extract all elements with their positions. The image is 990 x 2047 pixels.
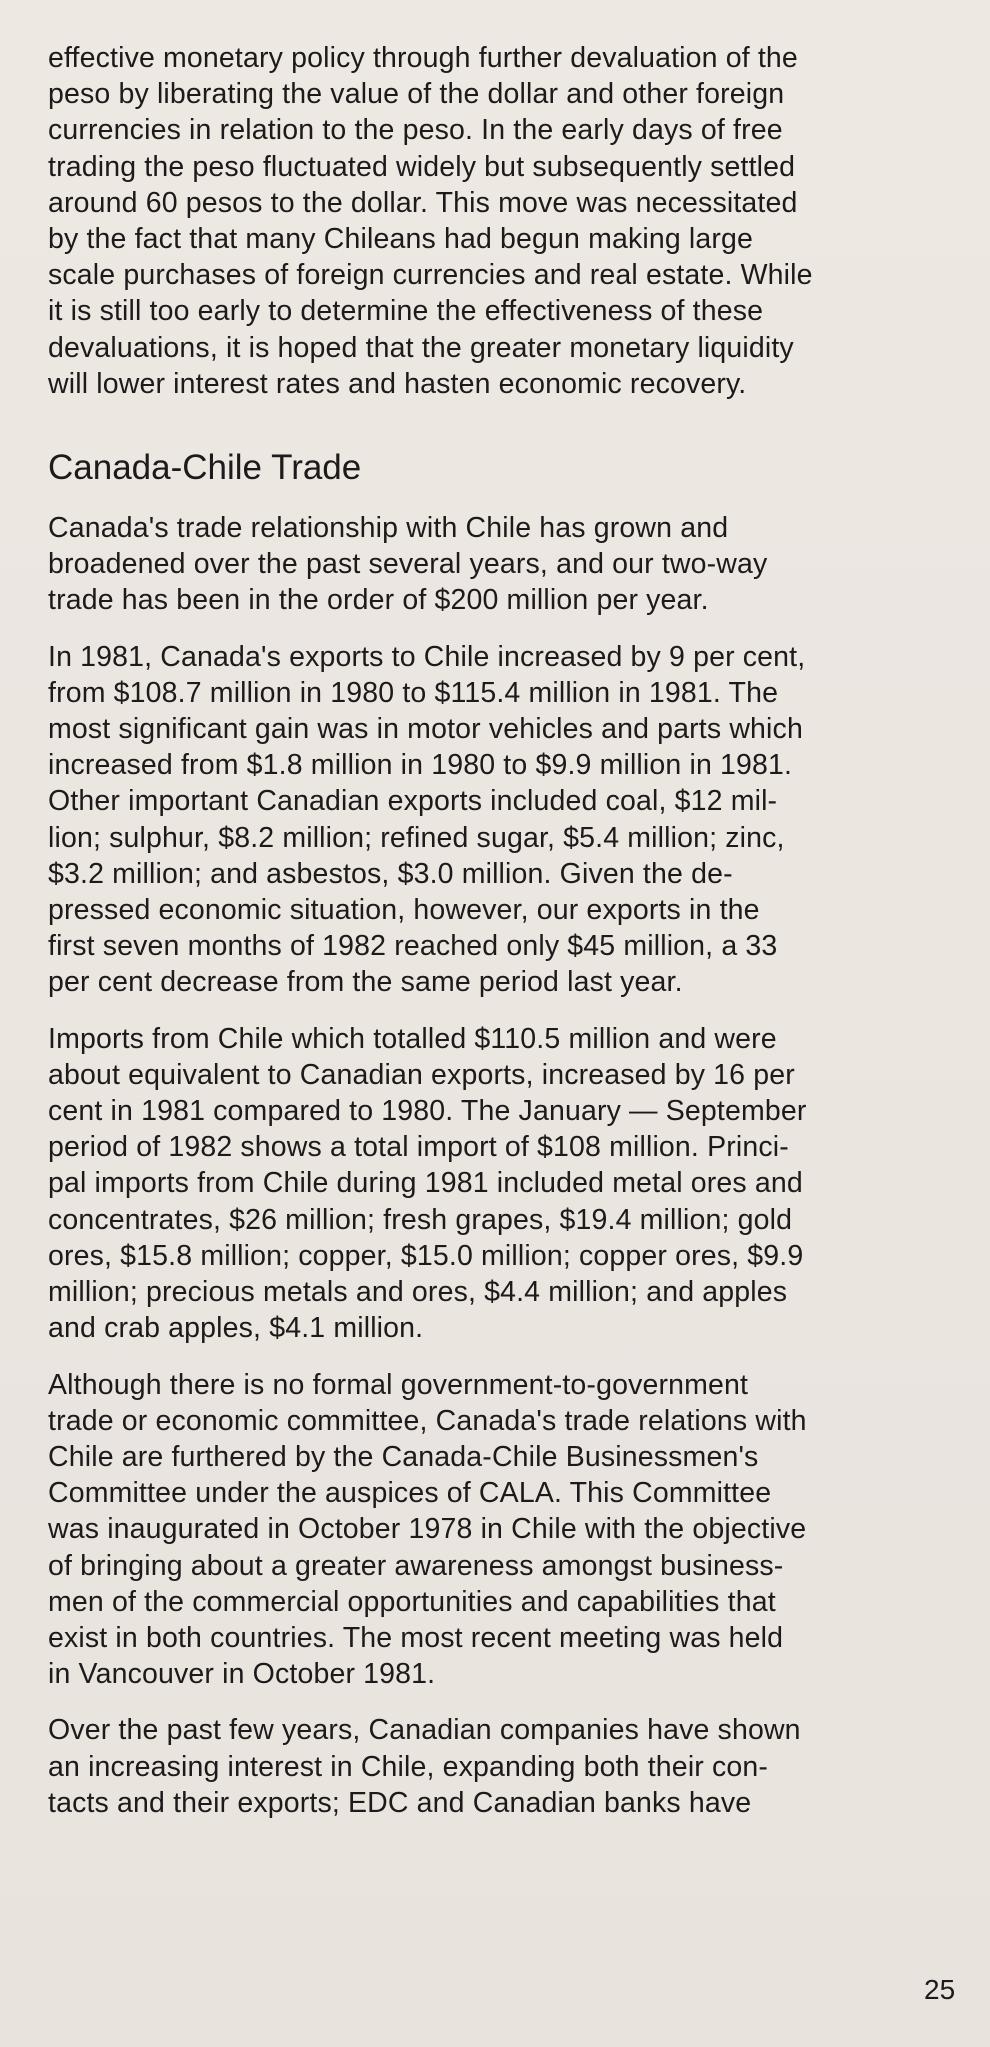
body-paragraph <box>48 1712 968 1821</box>
text-line: exist in both countries. The most recent meeting was held <box>48 1621 784 1654</box>
text-line: it is still too early to determine the effectiveness of these <box>48 295 764 328</box>
body-paragraph <box>48 1367 968 1693</box>
page-content <box>48 40 968 1841</box>
text-line: around 60 pesos to the dollar. This move was necessitated <box>48 186 798 219</box>
text-line: tacts and their exports; EDC and Canadian banks have <box>48 1786 752 1819</box>
text-line: men of the commercial opportunities and capabilities that <box>48 1585 776 1618</box>
page-number: 25 <box>924 1974 956 2005</box>
text-line: was inaugurated in October 1978 in Chile with the objective <box>48 1513 807 1546</box>
body-paragraph <box>48 1021 968 1347</box>
text-line: trading the peso fluctuated widely but subsequently settled <box>48 150 796 183</box>
text-line: by the fact that many Chileans had begun making large <box>48 223 754 256</box>
text-line: trade or economic committee, Canada's trade relations with <box>48 1404 807 1437</box>
text-line: first seven months of 1982 reached only $45 million, a 33 <box>48 930 778 963</box>
text-line: of bringing about a greater awareness amongst business- <box>48 1549 784 1582</box>
text-line: per cent decrease from the same period last year. <box>48 966 683 999</box>
text-line: In 1981, Canada's exports to Chile increased by 9 per cent, <box>48 640 806 673</box>
text-line: period of 1982 shows a total import of $108 million. Princi- <box>48 1131 789 1164</box>
text-line: from $108.7 million in 1980 to $115.4 million in 1981. The <box>48 676 779 709</box>
text-line: effective monetary policy through further devaluation of the <box>48 42 798 74</box>
text-line: Over the past few years, Canadian companies have shown <box>48 1714 801 1747</box>
text-line: increased from $1.8 million in 1980 to $9.9 million in 1981. <box>48 749 793 782</box>
text-line: Imports from Chile which totalled $110.5 million and were <box>48 1022 777 1055</box>
text-line: ores, $15.8 million; copper, $15.0 million; copper ores, $9.9 <box>48 1239 804 1272</box>
text-line: devaluations, it is hoped that the greater monetary liquidity <box>48 331 794 364</box>
text-line: Committee under the auspices of CALA. This Committee <box>48 1477 772 1510</box>
body-paragraph <box>48 639 968 1001</box>
text-line: peso by liberating the value of the dollar and other foreign <box>48 78 785 111</box>
text-line: Canada's trade relationship with Chile has grown and <box>48 512 729 545</box>
text-line: most significant gain was in motor vehicles and parts which <box>48 713 803 746</box>
text-line: and crab apples, $4.1 million. <box>48 1312 424 1345</box>
text-line: currencies in relation to the peso. In the early days of free <box>48 114 783 147</box>
section-heading: Canada-Chile Trade <box>48 448 362 488</box>
text-line: Chile are furthered by the Canada-Chile Businessmen's <box>48 1440 759 1473</box>
text-line: in Vancouver in October 1981. <box>48 1658 436 1691</box>
text-line: Although there is no formal government-to-government <box>48 1368 749 1401</box>
text-line: broadened over the past several years, and our two-way <box>48 548 768 581</box>
text-line: Other important Canadian exports included coal, $12 mil- <box>48 785 778 818</box>
text-line: pressed economic situation, however, our exports in the <box>48 894 760 927</box>
text-line: will lower interest rates and hasten economic recovery. <box>48 367 747 400</box>
text-line: about equivalent to Canadian exports, increased by 16 per <box>48 1058 795 1091</box>
text-line: pal imports from Chile during 1981 included metal ores and <box>48 1167 803 1200</box>
text-line: million; precious metals and ores, $4.4 million; and apples <box>48 1276 788 1309</box>
text-line: trade has been in the order of $200 million per year. <box>48 584 709 617</box>
text-line: scale purchases of foreign currencies and real estate. While <box>48 259 813 292</box>
section-body <box>48 510 968 1821</box>
text-line: lion; sulphur, $8.2 million; refined sugar, $5.4 million; zinc, <box>48 821 785 854</box>
text-line: cent in 1981 compared to 1980. The January — September <box>48 1095 807 1128</box>
text-line: concentrates, $26 million; fresh grapes, $19.4 million; gold <box>48 1203 793 1236</box>
text-line: $3.2 million; and asbestos, $3.0 million. Given the de- <box>48 857 733 890</box>
intro-paragraph <box>48 40 968 402</box>
text-line: an increasing interest in Chile, expanding both their con- <box>48 1750 769 1783</box>
body-paragraph <box>48 510 968 619</box>
